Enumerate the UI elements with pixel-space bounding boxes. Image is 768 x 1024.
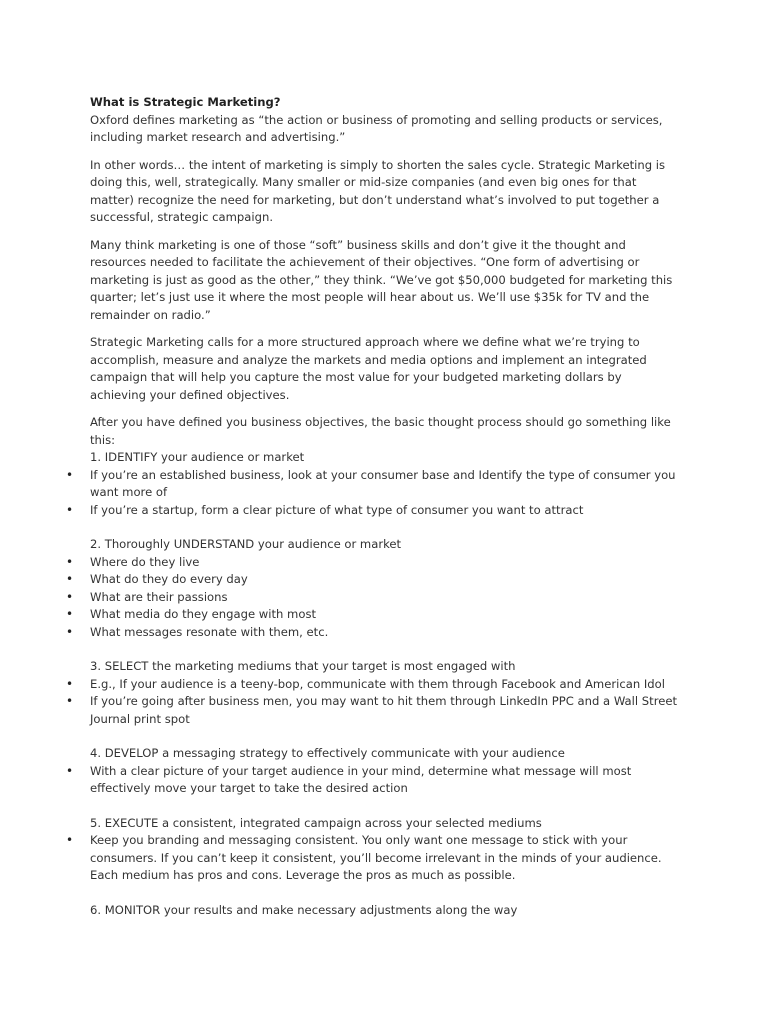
list-item: • If you’re a startup, form a clear picture of what type of consumer you want to attract	[90, 502, 680, 520]
step-2	[90, 536, 680, 641]
step-5	[90, 815, 680, 885]
step-heading: 5. EXECUTE a consistent, integrated campaign across your selected mediums	[90, 815, 542, 830]
step-heading: 4. DEVELOP a messaging strategy to effectively communicate with your audience	[90, 746, 565, 760]
step-4-list	[90, 763, 680, 798]
document-page	[90, 94, 680, 919]
step-heading: 3. SELECT the marketing mediums that your target is most engaged with	[90, 659, 516, 673]
list-item: • Where do they live	[90, 554, 680, 572]
step-heading: 2. Thoroughly UNDERSTAND your audience or market	[90, 537, 402, 551]
list-item: • If you’re an established business, look at your consumer base and Identify the type of consumer you want more of	[90, 467, 680, 502]
step-5-list	[90, 832, 680, 885]
list-item: • If you’re going after business men, you may want to hit them through LinkedIn PPC and a Wall Street Journal print spot	[90, 693, 680, 728]
list-item: • Keep you branding and messaging consistent. You only want one message to stick with your consumers. If you can’t keep it consistent, you’ll become irrelevant in the minds of your audience. Each medium has pros and cons. Leverage the pros as much as possible.	[90, 832, 680, 885]
list-item: • What are their passions	[90, 589, 680, 607]
step-6	[90, 902, 680, 920]
list-item: • What messages resonate with them, etc.	[90, 624, 680, 642]
list-item: • E.g., If your audience is a teeny-bop, communicate with them through Facebook and American Idol	[90, 676, 680, 694]
list-item: • With a clear picture of your target audience in your mind, determine what message will most effectively move your target to take the desired action	[90, 763, 680, 798]
paragraph-3: Strategic Marketing calls for a more structured approach where we define what we’re trying to accomplish, measure and analyze the markets and media options and implement an integrated campaign that will help you capture the most value for your budgeted marketing dollars by achieving your defined objectives.	[90, 335, 647, 402]
paragraph-2: Many think marketing is one of those “soft” business skills and don’t give it the thought and resources needed to facilitate the achievement of their objectives. “One form of advertising or marketing is just as good as the other,” they think. “We’ve got $50,000 budgeted for marketing this quarter; let’s just use it where the most people will hear about us. We’ll use $35k for TV and the remainder on radio.”	[90, 237, 673, 322]
list-item: • What do they do every day	[90, 571, 680, 589]
step-1	[90, 449, 680, 519]
step-3-list	[90, 676, 680, 729]
step-heading: 6. MONITOR your results and make necessary adjustments along the way	[90, 902, 518, 917]
step-1-list	[90, 467, 680, 520]
step-4	[90, 745, 680, 798]
step-heading: 1. IDENTIFY your audience or market	[90, 450, 305, 464]
intro-paragraph: Oxford defines marketing as “the action or business of promoting and selling products or services, including market research and advertising.”	[90, 112, 663, 144]
step-3	[90, 658, 680, 728]
step-2-list	[90, 554, 680, 642]
list-item: • What media do they engage with most	[90, 606, 680, 624]
process-intro: After you have defined you business objectives, the basic thought process should go something like this:	[90, 415, 671, 447]
document-title: What is Strategic Marketing?	[90, 95, 281, 109]
paragraph-1: In other words… the intent of marketing is simply to shorten the sales cycle. Strategic Marketing is doing this, well, strategically. Many smaller or mid-size companies (and even big ones for that matter) recognize the need for marketing, but don’t understand what’s involved to put together a successful, strategic campaign.	[90, 157, 666, 224]
